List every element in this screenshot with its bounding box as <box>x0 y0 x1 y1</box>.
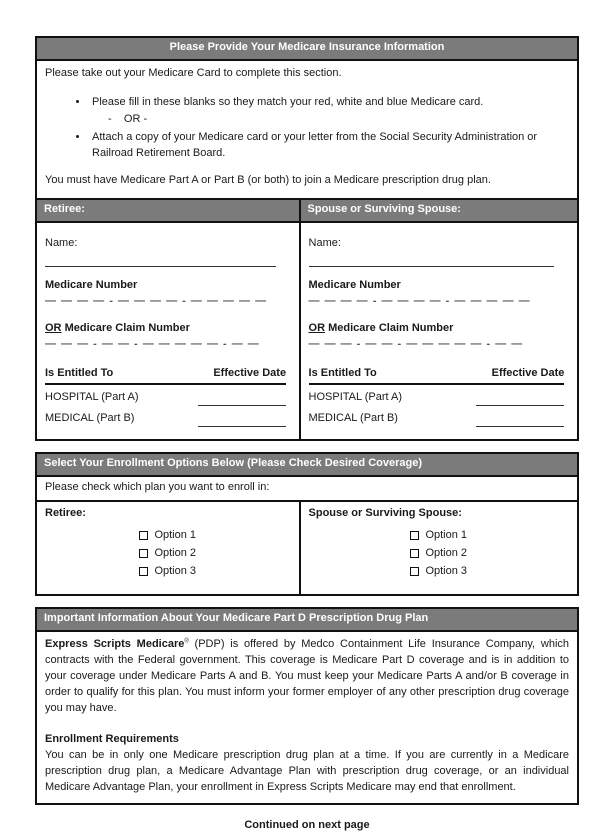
claim-number-blanks[interactable]: — — — - — — - — — — — — - — — <box>308 338 524 351</box>
name-input-line[interactable] <box>45 251 276 267</box>
registered-mark: ® <box>184 638 189 645</box>
or-label: OR <box>308 322 326 335</box>
part-b-date-line[interactable] <box>198 415 286 427</box>
member-headers-row <box>37 200 577 223</box>
name-label: Name: <box>308 236 341 249</box>
medicare-number-label: Medicare Number <box>308 279 401 292</box>
part-a-date-line[interactable] <box>476 394 564 406</box>
part-b-label: MEDICAL (Part B) <box>308 412 398 425</box>
part-d-info-header: Important Information About Your Medicare Part D Prescription Drug Plan <box>37 609 577 632</box>
spouse-header: Spouse or Surviving Spouse: <box>301 200 577 221</box>
spouse-options-list <box>410 528 467 582</box>
option-label: Option 3 <box>425 564 468 577</box>
enrollment-instruction: Please check which plan you want to enroll in: <box>37 477 577 502</box>
option-label: Option 2 <box>154 546 197 559</box>
medicare-info-intro-cell <box>37 61 577 200</box>
part-b-label: MEDICAL (Part B) <box>45 412 135 425</box>
entitled-header-row <box>45 366 286 385</box>
bullet-item <box>89 95 569 128</box>
option-label: Option 2 <box>425 546 468 559</box>
entitled-label: Is Entitled To <box>45 367 114 380</box>
option-row <box>410 564 467 580</box>
spouse-options-column <box>301 502 577 594</box>
bullet-text: Attach a copy of your Medicare card or your letter from the Social Security Administration or Railroad Retirement Board. <box>92 130 538 159</box>
bullet-text: Please fill in these blanks so they match your red, white and blue Medicare card. <box>92 95 484 108</box>
option-label: Option 1 <box>425 528 468 541</box>
effective-date-label: Effective Date <box>491 367 565 380</box>
option-row <box>139 528 196 544</box>
requirement-note: You must have Medicare Part A or Part B (or both) to join a Medicare prescription drug plan. <box>45 173 491 186</box>
instruction-bullets <box>45 95 569 162</box>
retiree-fields-column <box>37 223 301 440</box>
enrollment-requirements-text: You can be in only one Medicare prescription drug plan at a time. If you are currently in a Medicare prescription drug plan, a Medicare Advantage Plan with prescription drug coverage, or an individual Medicare Advantage Plan, your enrollment in Express Scripts Medicare may end that enrollment. <box>45 748 569 793</box>
or-separator: - OR - <box>108 112 148 125</box>
option-row <box>139 564 196 580</box>
part-a-label: HOSPITAL (Part A) <box>308 391 403 404</box>
continued-footer: Continued on next page <box>244 819 370 832</box>
bullet-item <box>89 130 569 162</box>
claim-number-label-row <box>45 321 289 337</box>
enrollment-options-section <box>35 452 579 596</box>
enrollment-options-header: Select Your Enrollment Options Below (Please Check Desired Coverage) <box>37 454 577 477</box>
option-row <box>139 546 196 562</box>
option-3-checkbox[interactable] <box>410 567 419 576</box>
medicare-info-section <box>35 36 579 441</box>
intro-text: Please take out your Medicare Card to complete this section. <box>45 66 342 79</box>
option-1-checkbox[interactable] <box>139 531 148 540</box>
option-1-checkbox[interactable] <box>410 531 419 540</box>
member-fields-row <box>37 223 577 440</box>
claim-number-label: Medicare Claim Number <box>64 322 190 335</box>
part-d-paragraph-text: (PDP) is offered by Medco Containment Life Insurance Company, which contracts with the Federal government. This coverage is Medicare Part D coverage and is in addition to your coverage under Medicare Parts A and B. You must keep your Medicare Parts A and/or B coverage in order to qualify for this plan. You must inform your former employer of any other prescription drug coverage you may have. <box>45 638 570 714</box>
spouse-options-header: Spouse or Surviving Spouse: <box>308 506 462 519</box>
part-b-row <box>45 411 286 427</box>
retiree-options-column <box>37 502 301 594</box>
spouse-fields-column <box>301 223 577 440</box>
retiree-options-header: Retiree: <box>45 506 86 519</box>
retiree-options-list <box>139 528 196 582</box>
part-a-row <box>309 390 565 406</box>
name-input-line[interactable] <box>309 251 555 267</box>
part-a-row <box>45 390 286 406</box>
option-row <box>410 546 467 562</box>
medicare-info-header: Please Provide Your Medicare Insurance Information <box>37 38 577 61</box>
claim-number-label: Medicare Claim Number <box>328 322 454 335</box>
entitled-header-row <box>309 366 565 385</box>
enrollment-columns-row <box>37 502 577 594</box>
option-label: Option 1 <box>154 528 197 541</box>
part-d-info-body <box>37 632 577 803</box>
option-2-checkbox[interactable] <box>139 549 148 558</box>
retiree-header: Retiree: <box>37 200 301 221</box>
claim-number-blanks[interactable]: — — — - — — - — — — — — - — — <box>45 338 260 351</box>
effective-date-label: Effective Date <box>213 367 287 380</box>
name-label: Name: <box>45 236 78 249</box>
option-3-checkbox[interactable] <box>139 567 148 576</box>
part-a-date-line[interactable] <box>198 394 286 406</box>
claim-number-label-row <box>309 321 567 337</box>
option-row <box>410 528 467 544</box>
medicare-number-blanks[interactable]: — — — — - — — — — - — — — — — <box>308 295 531 308</box>
part-a-label: HOSPITAL (Part A) <box>45 391 139 404</box>
enrollment-requirements-heading: Enrollment Requirements <box>45 732 179 745</box>
option-label: Option 3 <box>154 564 197 577</box>
option-2-checkbox[interactable] <box>410 549 419 558</box>
medicare-number-blanks[interactable]: — — — — - — — — — - — — — — — <box>45 295 268 308</box>
part-d-paragraph <box>45 637 569 717</box>
medicare-number-label: Medicare Number <box>45 279 138 292</box>
entitled-label: Is Entitled To <box>308 367 377 380</box>
or-label: OR <box>45 322 62 335</box>
express-scripts-name: Express Scripts Medicare <box>45 638 185 651</box>
part-b-row <box>309 411 565 427</box>
part-b-date-line[interactable] <box>476 415 564 427</box>
